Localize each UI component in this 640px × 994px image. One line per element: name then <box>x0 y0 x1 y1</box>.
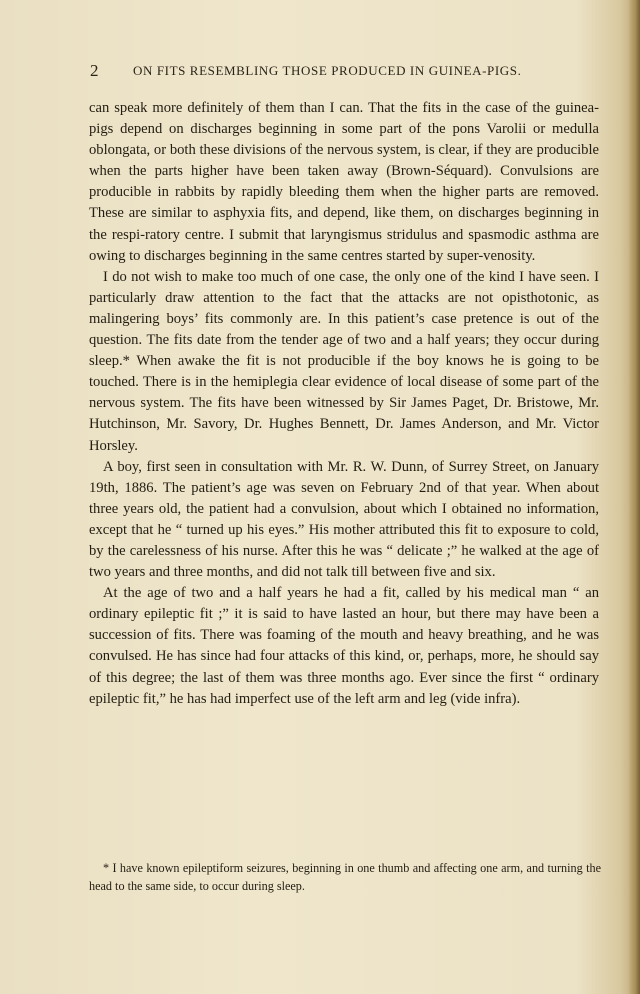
paragraph: I do not wish to make too much of one case, the only one of the kind I have seen. I particularly draw attention to the fact that the attacks are not opisthotonic, as malingering boys’ fits commonly are. In this patient’s case pretence is out of the question. The fits date from the tender age of two and a half years; they occur during sleep.* When awake the fit is not producible if the boy knows he is going to be touched. There is in the hemiplegia clear evidence of local disease of some part of the nervous system. The fits have been witnessed by Sir James Paget, Dr. Bristowe, Mr. Hutchinson, Mr. Savory, Dr. Hughes Bennett, Dr. James Anderson, and Mr. Victor Horsley. <box>89 268 599 454</box>
footnote: * I have known epileptiform seizures, beginning in one thumb and affecting one arm, and turning the head to the same side, to occur during sleep. <box>89 861 601 893</box>
body-text <box>89 98 599 710</box>
running-title: ON FITS RESEMBLING THOSE PRODUCED IN GUINEA-PIGS. <box>133 63 522 78</box>
paragraph: can speak more definitely of them than I can. That the fits in the case of the guinea-pigs depend on discharges beginning in some part of the pons Varolii or medulla oblongata, or both these divisions of the nervous system, is clear, if they are producible when the parts higher have been taken away (Brown-Séquard). Convulsions are producible in rabbits by rapidly bleeding them when the higher parts are removed. These are similar to asphyxia fits, and depend, like them, on discharges beginning in the respi-ratory centre. I submit that laryngismus stridulus and spasmodic asthma are owing to discharges beginning in the same centres started by super-venosity. <box>89 100 599 264</box>
page-number: 2 <box>90 61 100 80</box>
page-edge-shadow <box>628 0 640 994</box>
paragraph: At the age of two and a half years he had a fit, called by his medical man “ an ordinary epileptic fit ;” it is said to have lasted an hour, but there may have been a succession of fits. There was foaming of the mouth and heavy breathing, and he was convulsed. He has since had four attacks of this kind, or, perhaps, more, he should say of this degree; the last of them was three months ago. Ever since the first “ ordinary epileptic fit,” he has had imperfect use of the left arm and leg (vide infra). <box>89 585 599 707</box>
paragraph: A boy, first seen in consultation with Mr. R. W. Dunn, of Surrey Street, on January 19th, 1886. The patient’s age was seven on February 2nd of that year. When about three years old, the patient had a convulsion, about which I obtained no information, except that he “ turned up his eyes.” His mother attributed this fit to exposure to cold, by the carelessness of his nurse. After this he was “ delicate ;” he walked at the age of two years and three months, and did not talk till between five and six. <box>89 458 599 581</box>
